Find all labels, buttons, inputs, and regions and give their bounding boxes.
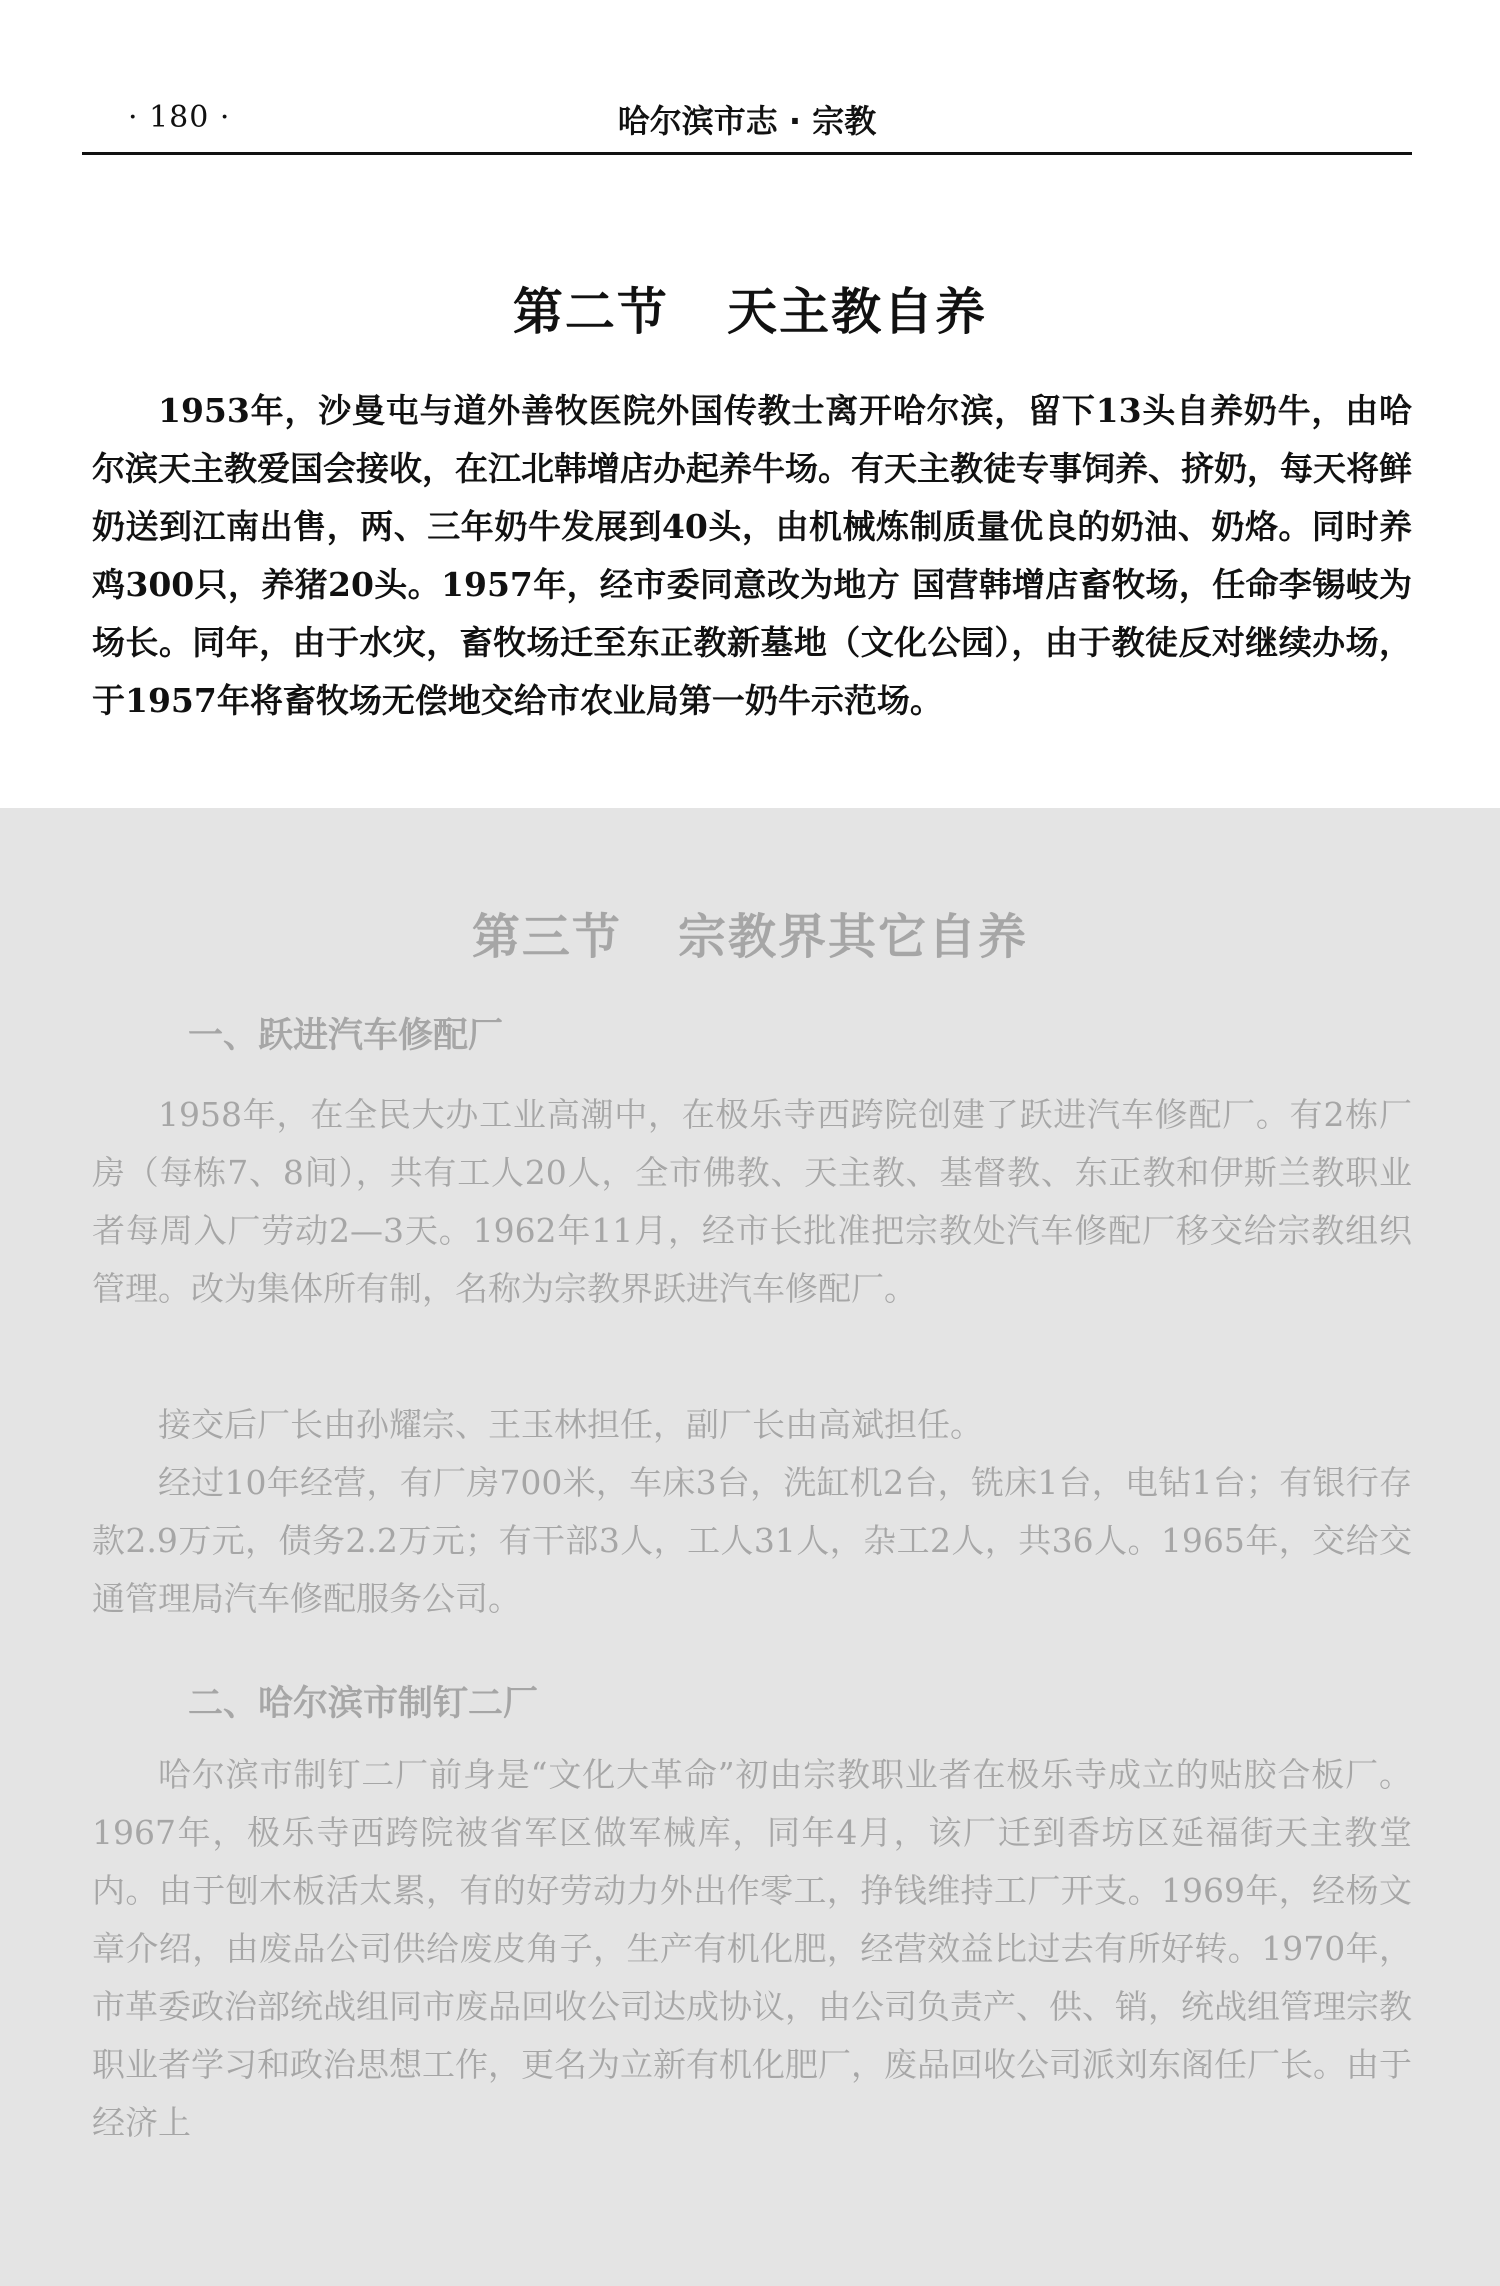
- subsection-1-paragraph-1: 1958年，在全民大办工业高潮中，在极乐寺西跨院创建了跃进汽车修配厂。有2栋厂房（每栋7、8间），共有工人20人，全市佛教、天主教、基督教、东正教和伊斯兰教职业者每周入厂劳动2—3天。1962年11月，经市长批准把宗教处汽车修配厂移交给宗教组织管理。改为集体所有制，名称为宗教界跃进汽车修配厂。: [92, 1095, 1412, 1308]
- page-number: · 180 ·: [128, 100, 231, 135]
- subsection-2-heading: 二、哈尔滨市制钉二厂: [188, 1684, 539, 1724]
- section-3-title: 第三节 宗教界其它自养: [471, 909, 1029, 965]
- running-title: 哈尔滨市志 · 宗教: [617, 102, 877, 140]
- section-2-paragraph: 1953年，沙曼屯与道外善牧医院外国传教士离开哈尔滨，留下13头自养奶牛，由哈尔滨天主教爱国会接收，在江北韩增店办起养牛场。有天主教徒专事饲养、挤奶，每天将鲜奶送到江南出售，两、三年奶牛发展到40头，由机械炼制质量优良的奶油、奶烙。同时养鸡300只，养猪20头。1957年，经市委同意改为地方 国营韩增店畜牧场，任命李锡岐为场长。同年，由于水灾，畜牧场迁至东正教新墓地（文化公园），由于教徒反对继续办场，于1957年将畜牧场无偿地交给市农业局第一奶牛示范场。: [92, 391, 1412, 720]
- section-2-title: 第二节 天主教自养: [512, 283, 988, 341]
- subsection-1-paragraph-3: 经过10年经营，有厂房700米，车床3台，洗缸机2台，铣床1台，电钻1台；有银行存款2.9万元，债务2.2万元；有干部3人，工人31人，杂工2人，共36人。1965年，交给交通管理局汽车修配服务公司。: [92, 1463, 1412, 1618]
- faded-region: [0, 808, 1500, 2286]
- subsection-1-paragraph-2: 接交后厂长由孙耀宗、王玉林担任，副厂长由高斌担任。: [158, 1405, 983, 1444]
- subsection-2-paragraph-1: 哈尔滨市制钉二厂前身是“文化大革命”初由宗教职业者在极乐寺成立的贴胶合板厂。1967年，极乐寺西跨院被省军区做军械库，同年4月，该厂迁到香坊区延福街天主教堂内。由于刨木板活太累，有的好劳动力外出作零工，挣钱维持工厂开支。1969年，经杨文章介绍，由废品公司供给废皮角子，生产有机化肥，经营效益比过去有所好转。1970年，市革委政治部统战组同市废品回收公司达成协议，由公司负责产、供、销，统战组管理宗教职业者学习和政治思想工作，更名为立新有机化肥厂，废品回收公司派刘东阁任厂长。由于经济上: [92, 1755, 1412, 2142]
- page-header: [82, 78, 1412, 168]
- header-rule: [82, 152, 1412, 155]
- subsection-1-heading: 一、跃进汽车修配厂: [188, 1016, 504, 1056]
